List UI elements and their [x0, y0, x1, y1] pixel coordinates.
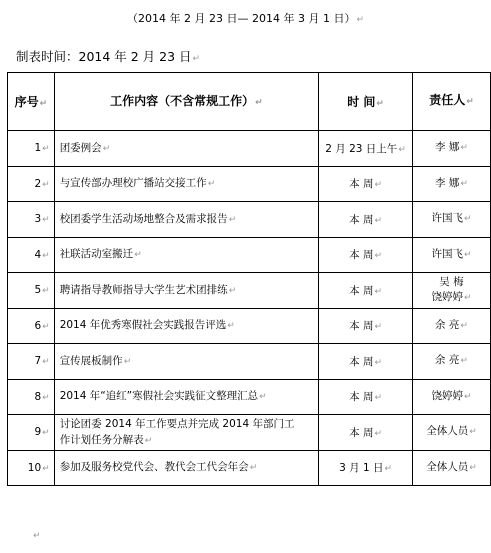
header-content: 工作内容（不含常规工作）↵	[54, 73, 318, 131]
cell-no: 10↵	[8, 450, 55, 486]
table-row	[8, 450, 491, 486]
table-row	[8, 379, 491, 415]
table-row	[8, 166, 491, 202]
cell-owner: 李 娜↵	[412, 131, 490, 167]
table-row	[8, 237, 491, 273]
cell-time: 2 月 23 日上午↵	[319, 131, 413, 167]
cell-time: 本 周↵	[319, 379, 413, 415]
paragraph-mark: ↵	[33, 531, 41, 541]
cell-owner: 李 娜↵	[412, 166, 490, 202]
cell-time: 本 周↵	[319, 308, 413, 344]
table-row	[8, 131, 491, 167]
cell-time: 本 周↵	[319, 273, 413, 309]
cell-time: 本 周↵	[319, 202, 413, 238]
made-time-line: 制表时间：2014 年 2 月 23 日↵	[16, 49, 201, 64]
cell-content: 与宣传部办理校广播站交接工作↵	[54, 166, 318, 202]
cell-no: 4↵	[8, 237, 55, 273]
cell-no: 2↵	[8, 166, 55, 202]
cell-time: 本 周↵	[319, 415, 413, 451]
cell-no: 3↵	[8, 202, 55, 238]
cell-owner: 许国飞↵	[412, 237, 490, 273]
cell-time: 3 月 1 日↵	[319, 450, 413, 486]
cell-no: 6↵	[8, 308, 55, 344]
cell-time: 本 周↵	[319, 166, 413, 202]
table-row	[8, 415, 491, 451]
cell-content: 团委例会↵	[54, 131, 318, 167]
cell-owner: 许国飞↵	[412, 202, 490, 238]
cell-content: 校团委学生活动场地整合及需求报告↵	[54, 202, 318, 238]
cell-no: 9↵	[8, 415, 55, 451]
cell-owner: 余 亮↵	[412, 344, 490, 380]
cell-content: 讨论团委 2014 年工作要点并完成 2014 年部门工 作计划任务分解表↵	[54, 415, 318, 451]
cell-no: 5↵	[8, 273, 55, 309]
cell-owner: 吴 梅 饶婷婷↵	[412, 273, 490, 309]
header-owner: 责任人↵	[412, 73, 490, 131]
cell-content: 2014 年优秀寒假社会实践报告评选↵	[54, 308, 318, 344]
cell-content: 社联活动室搬迁↵	[54, 237, 318, 273]
cell-no: 1↵	[8, 131, 55, 167]
cell-owner: 全体人员↵	[412, 415, 490, 451]
cell-content: 2014 年“追红”寒假社会实践征文整理汇总↵	[54, 379, 318, 415]
cell-no: 7↵	[8, 344, 55, 380]
table-body	[8, 131, 491, 486]
cell-owner: 全体人员↵	[412, 450, 490, 486]
table-row	[8, 202, 491, 238]
cell-content: 聘请指导教师指导大学生艺术团排练↵	[54, 273, 318, 309]
table-row	[8, 273, 491, 309]
cell-no: 8↵	[8, 379, 55, 415]
cell-owner: 余 亮↵	[412, 308, 490, 344]
table-row	[8, 308, 491, 344]
table-header-row	[8, 73, 491, 131]
cell-owner: 饶婷婷↵	[412, 379, 490, 415]
cell-time: 本 周↵	[319, 237, 413, 273]
cell-content: 参加及服务校党代会、教代会工代会年会↵	[54, 450, 318, 486]
header-time: 时 间↵	[319, 73, 413, 131]
header-no: 序号↵	[8, 73, 55, 131]
cell-content: 宣传展板制作↵	[54, 344, 318, 380]
table-row	[8, 344, 491, 380]
paragraph-mark: ↵	[356, 15, 364, 25]
paragraph-mark: ↵	[192, 54, 201, 64]
work-schedule-table	[7, 72, 491, 486]
date-range-heading: （2014 年 2 月 23 日— 2014 年 3 月 1 日）↵	[127, 12, 364, 25]
cell-time: 本 周↵	[319, 344, 413, 380]
